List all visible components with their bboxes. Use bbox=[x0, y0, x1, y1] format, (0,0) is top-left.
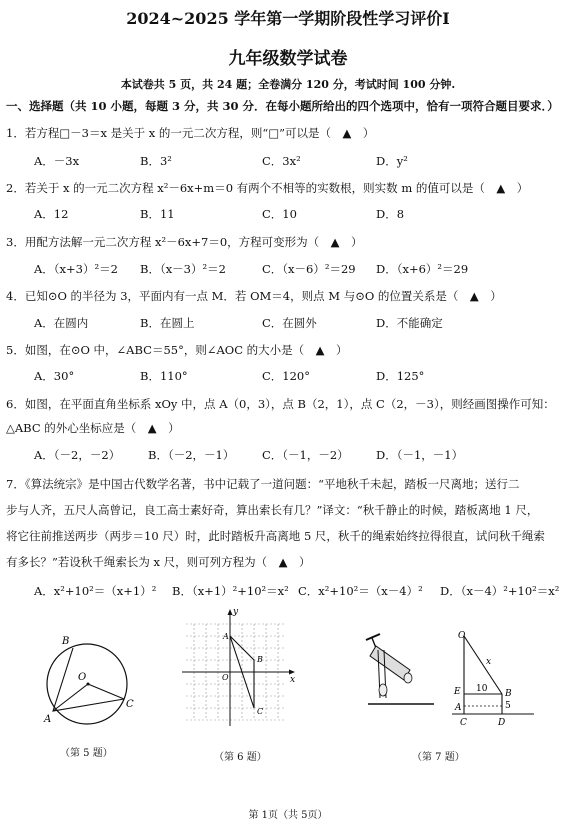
q3-option-b: B．（x－3）²＝2 bbox=[140, 262, 226, 276]
q3-option-a: A．（x+3）²＝2 bbox=[34, 262, 118, 276]
figure-7-swing-illustration bbox=[358, 628, 444, 720]
fig6-label-a: A bbox=[223, 632, 229, 641]
q3-option-d: D．（x+6）²＝29 bbox=[376, 262, 469, 276]
q1-option-d: D．y² bbox=[376, 154, 408, 168]
figure-5-caption: （第 5 题） bbox=[60, 748, 113, 759]
q7-option-a: A．x²+10²＝（x+1）² bbox=[34, 584, 157, 598]
fig7-label-5: 5 bbox=[505, 701, 511, 711]
q4-option-a: A．在圆内 bbox=[34, 316, 89, 330]
q2-option-c: C．10 bbox=[262, 207, 297, 221]
q3-option-c: C．（x－6）²＝29 bbox=[262, 262, 356, 276]
exam-note: 本试卷共 5 页，共 24 题；全卷满分 120 分，考试时间 100 分钟. bbox=[120, 78, 456, 91]
question-6-stem: 6．如图，在平面直角坐标系 xOy 中，点 A（0，3），点 B（2，1），点 C（2，－3），则经画图操作可知： bbox=[6, 397, 555, 411]
fig6-label-b: B bbox=[257, 655, 263, 664]
fig7-label-d: D bbox=[498, 718, 506, 728]
q5-option-b: B．110° bbox=[140, 369, 188, 383]
question-4-stem: 4．已知⊙O 的半径为 3，平面内有一点 M．若 OM＝4，则点 M 与⊙O 的位置关系是（ ▲ ） bbox=[6, 289, 502, 303]
exam-subtitle: 九年级数学试卷 bbox=[228, 49, 348, 69]
q5-option-d: D．125° bbox=[376, 369, 425, 383]
q7-option-d: D．（x－4）²+10²＝x² bbox=[440, 584, 560, 598]
fig7-label-e: E bbox=[454, 687, 461, 697]
q6-option-b: B．（－2，－1） bbox=[148, 448, 235, 462]
figure-7-caption: （第 7 题） bbox=[412, 752, 465, 763]
exam-title: 2024~2025 学年第一学期阶段性学习评价I bbox=[126, 9, 450, 28]
q2-option-a: A．12 bbox=[34, 207, 69, 221]
q6-option-c: C．（－1，－2） bbox=[262, 448, 349, 462]
q4-option-b: B．在圆上 bbox=[140, 316, 195, 330]
question-7-line-4: 有多长？”若设秋千绳索长为 x 尺，则可列方程为（ ▲ ） bbox=[6, 555, 311, 569]
q1-option-c: C．3x² bbox=[262, 154, 301, 168]
fig5-label-a: A bbox=[44, 714, 52, 725]
fig6-label-x: x bbox=[290, 675, 296, 685]
question-2-stem: 2．若关于 x 的一元二次方程 x²－6x+m＝0 有两个不相等的实数根，则实数 m 的值可以是（ ▲ ） bbox=[6, 181, 529, 195]
q6-option-d: D．（－1，－1） bbox=[376, 448, 464, 462]
fig7-label-c: C bbox=[460, 718, 467, 728]
question-1-stem: 1．若方程□－3＝x 是关于 x 的一元二次方程，则“□”可以是（ ▲ ） bbox=[6, 126, 375, 140]
question-3-stem: 3．用配方法解一元二次方程 x²－6x+7＝0，方程可变形为（ ▲ ） bbox=[6, 235, 363, 249]
fig5-label-c: C bbox=[126, 699, 134, 710]
q4-option-d: D．不能确定 bbox=[376, 316, 443, 330]
figure-6-caption: （第 6 题） bbox=[214, 752, 267, 763]
fig7-label-x: x bbox=[486, 657, 492, 667]
fig6-label-c: C bbox=[257, 707, 264, 716]
question-5-stem: 5．如图，在⊙O 中，∠ABC＝55°，则∠AOC 的大小是（ ▲ ） bbox=[6, 343, 348, 357]
fig7-label-10: 10 bbox=[476, 684, 488, 694]
question-7-line-2: 步与人齐，五尺人高曾记，良工高士素好奇，算出索长有几？”译文：“秋千静止的时候，踏板离地 1 尺， bbox=[6, 503, 539, 517]
q2-option-d: D．8 bbox=[376, 207, 405, 221]
q5-option-c: C．120° bbox=[262, 369, 310, 383]
question-7-line-1: 7．《算法统宗》是中国古代数学名著，书中记载了一道问题：“平地秋千未起，踏板一尺离地；送行二 bbox=[6, 477, 520, 491]
fig5-label-o: O bbox=[78, 672, 87, 683]
fig6-label-y: y bbox=[233, 607, 239, 617]
figure-7-geometry-diagram bbox=[450, 628, 560, 728]
fig6-label-o: O bbox=[222, 673, 229, 682]
fig5-label-b: B bbox=[62, 636, 70, 647]
q1-option-b: B．3² bbox=[140, 154, 172, 168]
section-heading: 一、选择题（共 10 小题，每题 3 分，共 30 分．在每小题所给出的四个选项中，恰有一项符合题目要求．） bbox=[6, 99, 559, 113]
page-footer: 第 1页（共 5页） bbox=[248, 810, 328, 821]
question-7-line-3: 将它往前推送两步（两步＝10 尺）时，此时踏板升高离地 5 尺，秋千的绳索始终拉得很直，试问秋千绳索 bbox=[6, 529, 545, 543]
q6-option-a: A．（－2，－2） bbox=[34, 448, 121, 462]
fig7-label-b: B bbox=[505, 689, 512, 699]
q1-option-a: A．－3x bbox=[34, 154, 80, 168]
q7-option-b: B．（x+1）²+10²＝x² bbox=[172, 584, 289, 598]
q4-option-c: C．在圆外 bbox=[262, 316, 317, 330]
figure-6-coordinate-grid bbox=[180, 606, 300, 736]
q2-option-b: B．11 bbox=[140, 207, 175, 221]
q5-option-a: A．30° bbox=[34, 369, 75, 383]
fig7-label-o: O bbox=[458, 631, 466, 641]
question-6-stem-continued: △ABC 的外心坐标应是（ ▲ ） bbox=[6, 421, 180, 435]
figure-5-circle-diagram bbox=[40, 632, 140, 732]
fig7-label-a: A bbox=[455, 703, 462, 713]
q7-option-c: C．x²+10²＝（x－4）² bbox=[298, 584, 423, 598]
